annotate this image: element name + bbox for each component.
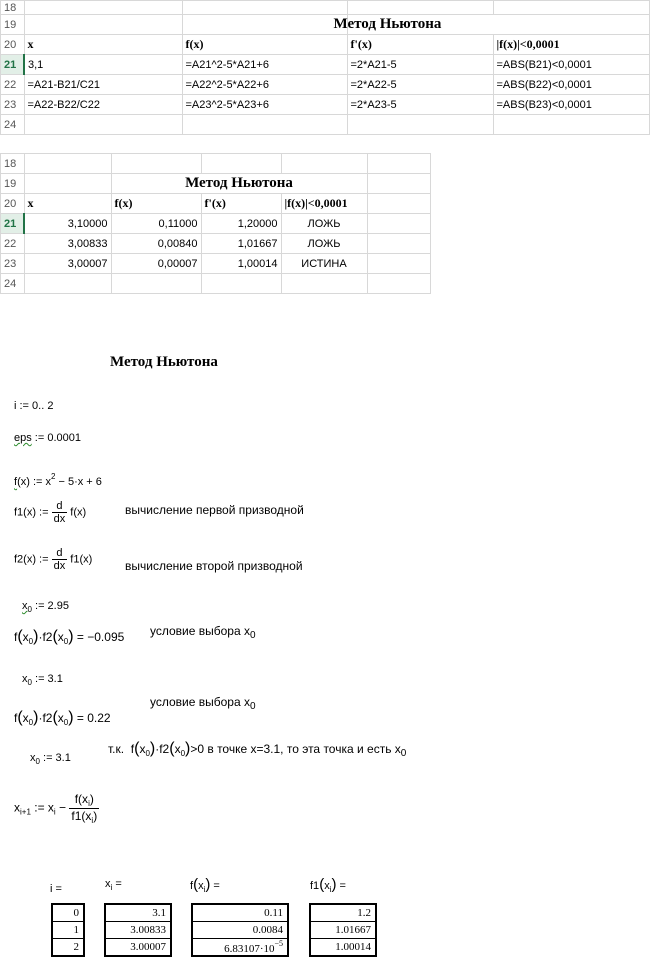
result-table-x[interactable]	[104, 903, 172, 957]
cell-b21[interactable]: =A21^2-5*A21+6	[182, 55, 347, 75]
header-dfx[interactable]: f'(x)	[201, 194, 281, 214]
cell[interactable]	[367, 214, 431, 234]
table-cell: 3.00007	[105, 939, 171, 957]
iter-mid-sub: i	[53, 807, 56, 817]
f2-comment[interactable]: вычисление второй призводной	[125, 559, 303, 573]
cell-b22[interactable]: 0,00840	[111, 234, 201, 254]
eps-definition[interactable]	[14, 432, 81, 444]
cell[interactable]	[182, 115, 347, 135]
tk-text: >0 в точке x=3.1, то эта точка и есть x	[190, 742, 401, 756]
cell[interactable]	[24, 154, 111, 174]
row-header-19[interactable]: 19	[1, 15, 25, 35]
x0-assignment-b[interactable]: $x_0$ := 3.1	[22, 673, 63, 687]
derivative-operator	[52, 547, 68, 572]
cell[interactable]	[24, 15, 182, 35]
cell[interactable]	[367, 174, 431, 194]
label-text: x	[105, 878, 111, 890]
table-cell: 0.11	[192, 904, 288, 922]
newton-iteration-formula[interactable]	[14, 792, 99, 825]
iter-den: f1(x	[71, 809, 92, 823]
f1-definition[interactable]	[14, 500, 86, 525]
cell-a22[interactable]: 3,00833	[24, 234, 111, 254]
cell[interactable]	[367, 154, 431, 174]
table-cell: 0	[52, 904, 84, 922]
condition-comment-b[interactable]	[150, 695, 256, 712]
cell[interactable]	[201, 154, 281, 174]
cell[interactable]	[367, 194, 431, 214]
cell-d23[interactable]: =ABS(B23)<0,0001	[493, 95, 650, 115]
cell-b22[interactable]: =A22^2-5*A22+6	[182, 75, 347, 95]
f-mantissa: 6.83107·10	[224, 943, 275, 955]
table-cell: 3.00833	[105, 922, 171, 939]
header-fx[interactable]: f(x)	[111, 194, 201, 214]
eps-name: eps	[14, 432, 32, 444]
label-text: f1	[310, 880, 320, 892]
cell[interactable]	[182, 15, 347, 35]
x0-value: 3.1	[47, 673, 63, 685]
dx-symbol: dx	[53, 560, 66, 572]
eps-value: := 0.0001	[31, 432, 81, 444]
result-table-f[interactable]	[191, 903, 289, 957]
cell-a22[interactable]: =A21-B21/C21	[24, 75, 182, 95]
x0-value: 3.1	[55, 752, 71, 764]
cell-a23[interactable]: 3,00007	[24, 254, 111, 274]
result-label-f: $f(x_i)$ =	[190, 876, 220, 894]
table-cell: 1.2	[310, 904, 376, 922]
cell-c21[interactable]: 1,20000	[201, 214, 281, 234]
cell-d21[interactable]: ЛОЖЬ	[281, 214, 367, 234]
dx-symbol: dx	[53, 513, 66, 525]
cell[interactable]	[201, 274, 281, 294]
cell-d21[interactable]: =ABS(B21)<0,0001	[493, 55, 650, 75]
iter-num: f(x	[74, 792, 89, 806]
header-cond[interactable]: |f(x)|<0,0001	[493, 35, 650, 55]
cell[interactable]	[347, 115, 493, 135]
x0-value: 2.95	[47, 600, 69, 612]
f1-lhs: f1(x) :=	[14, 506, 52, 519]
result-table-f1[interactable]	[309, 903, 377, 957]
condition-comment-a[interactable]	[150, 624, 256, 641]
cell[interactable]	[367, 234, 431, 254]
mathcad-title: Метод Ньютона	[110, 354, 218, 370]
f-name: f	[14, 476, 18, 488]
d-symbol: d	[52, 547, 68, 560]
sheet-title[interactable]	[333, 15, 650, 35]
f2-rhs: f1(x)	[70, 553, 93, 566]
result-label-i: i =	[50, 883, 62, 895]
cell-c22[interactable]: 1,01667	[201, 234, 281, 254]
cell-b23[interactable]: =A23^2-5*A23+6	[182, 95, 347, 115]
derivative-operator	[52, 500, 68, 525]
cell[interactable]	[281, 154, 367, 174]
label-eq: =	[112, 878, 122, 890]
iter-minus: −	[55, 800, 70, 815]
comment-text: условие выбора x	[150, 695, 250, 709]
x0-assignment-c[interactable]: $x_0$ := 3.1	[30, 752, 71, 766]
iter-mid: := x	[30, 800, 54, 815]
sheet-title[interactable]: Метод Ньютона	[111, 174, 367, 194]
cell-b21[interactable]: 0,11000	[111, 214, 201, 234]
cell[interactable]	[367, 274, 431, 294]
f-exponent: 2	[50, 472, 56, 481]
f2-definition[interactable]	[14, 547, 92, 572]
row-header-23[interactable]: 23	[1, 95, 25, 115]
f1-rhs: f(x)	[70, 506, 87, 519]
cell[interactable]	[24, 115, 182, 135]
cell-c23[interactable]: 1,00014	[201, 254, 281, 274]
iter-lhs-sub: i+1	[20, 807, 31, 817]
label-eq: =	[210, 880, 220, 892]
header-fx[interactable]: f(x)	[182, 35, 347, 55]
f-def-part: − 5·x + 6	[55, 476, 102, 488]
row-header-19[interactable]: 19	[1, 174, 25, 194]
range-definition[interactable]: i := 0.. 2	[14, 400, 54, 412]
cell-a21[interactable]: 3,10000	[24, 214, 111, 234]
header-cond[interactable]: |f(x)|<0,0001	[281, 194, 367, 214]
row-header-20[interactable]: 20	[1, 194, 25, 214]
result-label-x: $x_i$ =	[105, 878, 122, 892]
row-header-24[interactable]: 24	[1, 115, 25, 135]
cell[interactable]	[182, 1, 347, 15]
condition-value-b: = 0.22	[73, 711, 111, 725]
cell[interactable]	[281, 274, 367, 294]
formula-sheet	[0, 0, 650, 135]
row-header-24[interactable]: 24	[1, 274, 25, 294]
cell[interactable]	[493, 1, 650, 15]
cell[interactable]	[111, 154, 201, 174]
tk-comment[interactable]: т.к. $f(x_0)\cdot f2(x_0)>0$ в точке x=3.1, то эта точка и есть $x_0$	[108, 740, 407, 759]
cell-a21[interactable]: 3,1	[24, 55, 182, 75]
row-header-18[interactable]: 18	[1, 154, 25, 174]
result-table-i[interactable]	[51, 903, 85, 957]
row-header-22[interactable]: 22	[1, 75, 25, 95]
table-cell: 2	[52, 939, 84, 957]
row-header-18[interactable]: 18	[1, 1, 25, 15]
cell[interactable]	[111, 274, 201, 294]
header-x[interactable]: x	[24, 194, 111, 214]
header-dfx[interactable]: f'(x)	[347, 35, 493, 55]
cell-c22[interactable]: =2*A22-5	[347, 75, 493, 95]
header-x[interactable]: x	[24, 35, 182, 55]
label-eq: =	[336, 880, 346, 892]
row-header-21[interactable]: 21	[1, 214, 25, 234]
iter-lhs: x	[14, 800, 20, 815]
row-header-21[interactable]: 21	[1, 55, 25, 75]
f1-comment[interactable]: вычисление первой призводной	[125, 503, 304, 517]
comment-text: условие выбора x	[150, 624, 250, 638]
tk-text: т.к.	[108, 742, 125, 756]
cell[interactable]	[347, 1, 493, 15]
condition-value-a: = −0.095	[73, 630, 125, 644]
table-cell	[192, 939, 288, 957]
cell-d23[interactable]: ИСТИНА	[281, 254, 367, 274]
sheet-title-text: Метод Ньютона	[333, 16, 442, 32]
cell-a23[interactable]: =A22-B22/C22	[24, 95, 182, 115]
comment-sub: 0	[250, 630, 256, 641]
condition-check-a[interactable]: $f(x_0)\cdot f2(x_0) = -0.095$	[14, 628, 125, 646]
table-cell: 0.0084	[192, 922, 288, 939]
table-cell: 3.1	[105, 904, 171, 922]
f-exponent: −5	[274, 939, 283, 948]
result-label-f1: $f1(x_i)$ =	[310, 876, 346, 894]
condition-check-b[interactable]: $f(x_0)\cdot f2(x_0) = 0.22$	[14, 709, 111, 727]
row-header-20[interactable]: 20	[1, 35, 25, 55]
row-header-22[interactable]: 22	[1, 234, 25, 254]
cell[interactable]	[367, 254, 431, 274]
cell[interactable]	[493, 115, 650, 135]
x0-assignment-a[interactable]: $x_0$ := 2.95	[22, 600, 69, 614]
f-def-part: (x) := x	[17, 476, 51, 488]
table-cell: 1.00014	[310, 939, 376, 957]
function-definition[interactable]	[14, 472, 102, 488]
comment-sub: 0	[250, 701, 256, 712]
cell[interactable]	[24, 274, 111, 294]
d-symbol: d	[52, 500, 68, 513]
cell[interactable]	[24, 1, 182, 15]
label-text: f	[190, 880, 194, 892]
f2-lhs: f2(x) :=	[14, 553, 52, 566]
cell-b23[interactable]: 0,00007	[111, 254, 201, 274]
cell[interactable]	[24, 174, 111, 194]
cell-d22[interactable]: =ABS(B22)<0,0001	[493, 75, 650, 95]
row-header-23[interactable]: 23	[1, 254, 25, 274]
table-cell: 1	[52, 922, 84, 939]
table-cell: 1.01667	[310, 922, 376, 939]
tk-sub: 0	[400, 748, 407, 759]
iter-fraction: $\frac{f(x_i)}{f1(x_i)}$	[71, 792, 98, 825]
cell-c23[interactable]: =2*A23-5	[347, 95, 493, 115]
cell-c21[interactable]: =2*A21-5	[347, 55, 493, 75]
value-sheet	[0, 153, 431, 294]
cell-d22[interactable]: ЛОЖЬ	[281, 234, 367, 254]
